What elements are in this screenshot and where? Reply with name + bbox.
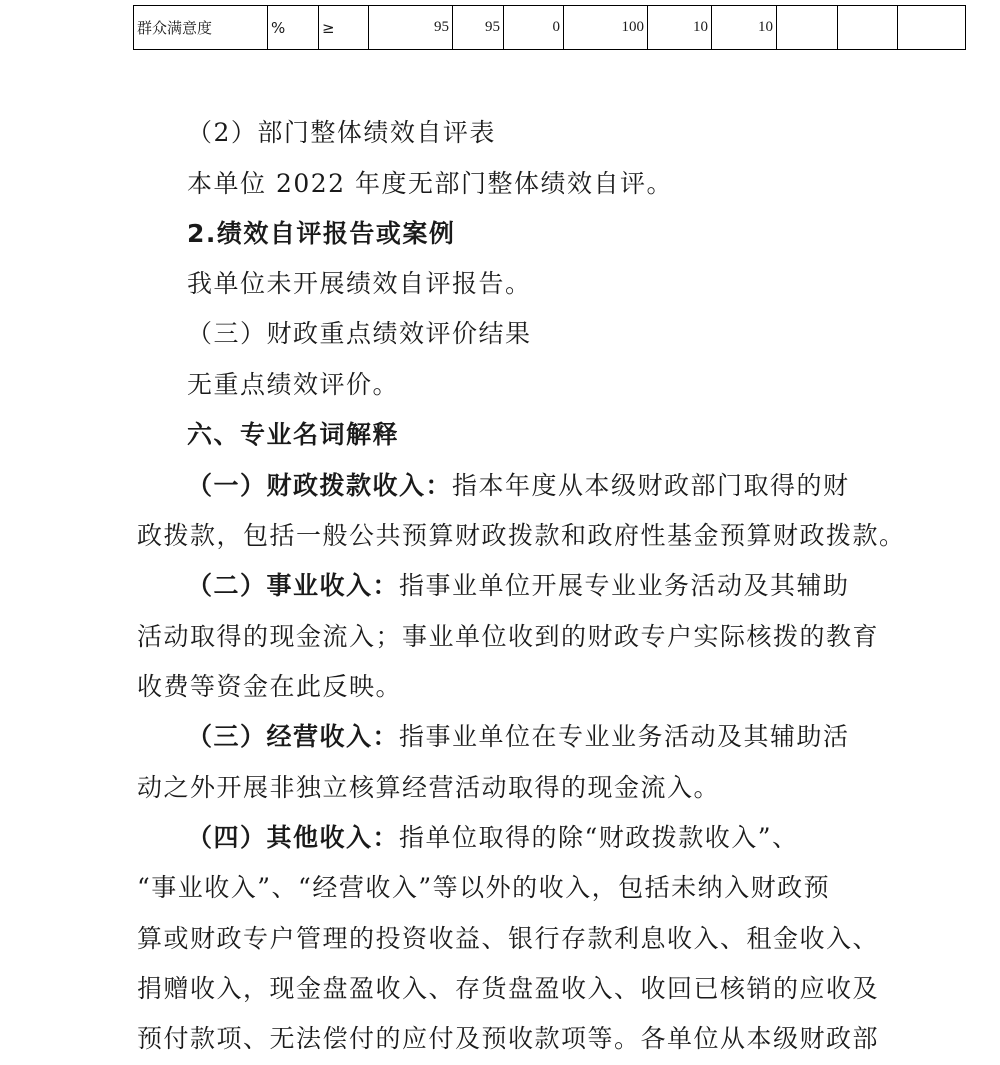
- term-label: （四）其他收入：: [187, 823, 400, 852]
- operator-cell: ≥: [319, 6, 369, 50]
- performance-table: [133, 5, 966, 50]
- definition-text: 指事业单位在专业业务活动及其辅助活: [399, 722, 850, 751]
- paragraph: 本单位 2022 年度无部门整体绩效自评。: [187, 169, 674, 198]
- definition-paragraph: [187, 561, 947, 612]
- value-cell: 10: [712, 6, 777, 50]
- definition-line: 收费等资金在此反映。: [137, 672, 403, 701]
- empty-cell: [838, 6, 898, 50]
- value-cell: 95: [369, 6, 453, 50]
- section-heading: （三）财政重点绩效评价结果: [187, 319, 532, 348]
- value-cell: 0: [504, 6, 564, 50]
- term-label: （二）事业收入：: [187, 571, 400, 600]
- definition-text: 指单位取得的除“财政拨款收入”、: [399, 823, 799, 852]
- unit-cell: %: [268, 6, 319, 50]
- definition-text: 指事业单位开展专业业务活动及其辅助: [399, 571, 850, 600]
- section-heading: 2.绩效自评报告或案例: [187, 219, 456, 248]
- chapter-heading: 六、专业名词解释: [187, 420, 400, 449]
- definition-line: 算或财政专户管理的投资收益、银行存款利息收入、租金收入、: [137, 924, 880, 953]
- empty-cell: [777, 6, 838, 50]
- definition-paragraph: [187, 813, 947, 864]
- definition-line: 政拨款，包括一般公共预算财政拨款和政府性基金预算财政拨款。: [137, 521, 906, 550]
- definition-line: “事业收入”、“经营收入”等以外的收入，包括未纳入财政预: [137, 873, 831, 902]
- value-cell: 95: [453, 6, 504, 50]
- value-cell: 100: [564, 6, 648, 50]
- section-heading: （2）部门整体绩效自评表: [187, 118, 496, 147]
- value-cell: 10: [648, 6, 712, 50]
- term-label: （三）经营收入：: [187, 722, 400, 751]
- empty-cell: [898, 6, 966, 50]
- paragraph: 我单位未开展绩效自评报告。: [187, 269, 532, 298]
- definition-line: 动之外开展非独立核算经营活动取得的现金流入。: [137, 773, 721, 802]
- definition-text: 指本年度从本级财政部门取得的财: [452, 471, 850, 500]
- indicator-cell: 群众满意度: [134, 6, 268, 50]
- definition-paragraph: [187, 712, 947, 763]
- term-label: （一）财政拨款收入：: [187, 471, 453, 500]
- table-row: [134, 6, 966, 50]
- definition-line: 活动取得的现金流入；事业单位收到的财政专户实际核拨的教育: [137, 622, 880, 651]
- definition-paragraph: [187, 461, 947, 512]
- paragraph: 无重点绩效评价。: [187, 370, 400, 399]
- definition-line: 捐赠收入，现金盘盈收入、存货盘盈收入、收回已核销的应收及: [137, 974, 880, 1003]
- definition-line: 预付款项、无法偿付的应付及预收款项等。各单位从本级财政部: [137, 1024, 880, 1053]
